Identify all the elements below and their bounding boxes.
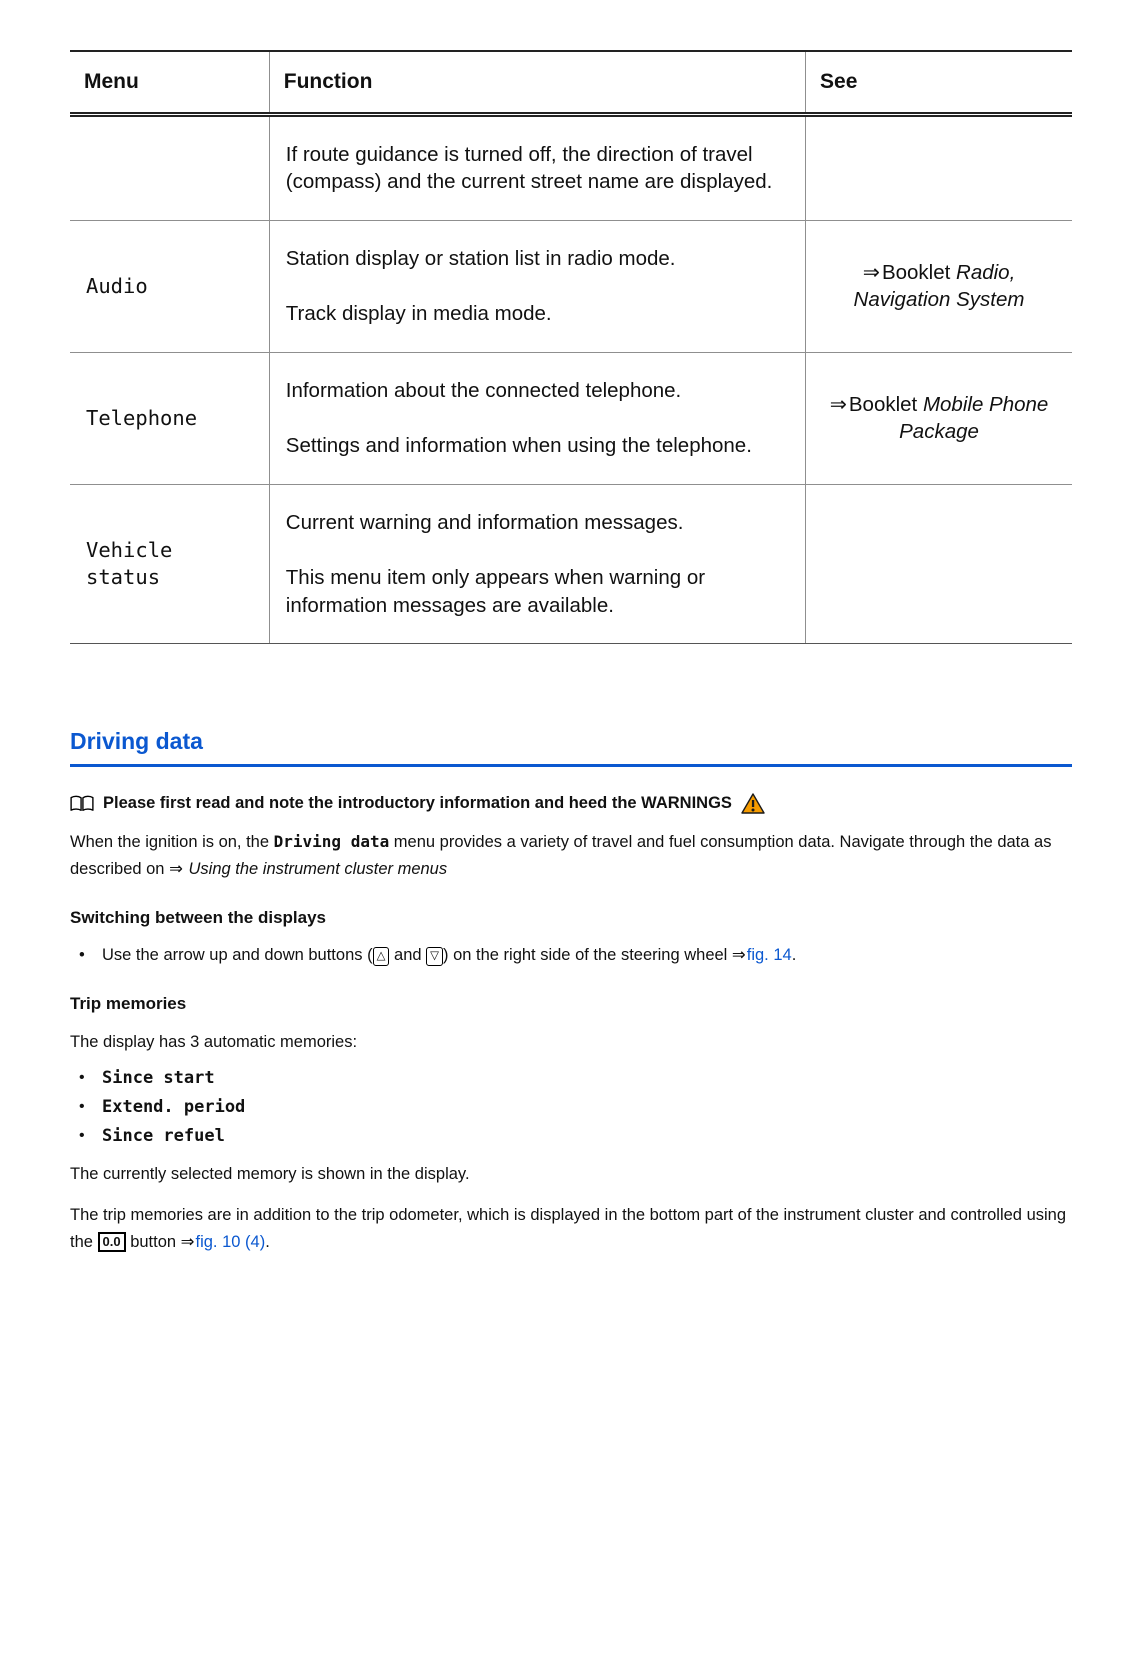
table-row xyxy=(70,115,1072,221)
table-header-row xyxy=(70,51,1072,115)
table-row xyxy=(70,220,1072,352)
arrow-down-glyph: ▽ xyxy=(430,948,439,962)
double-arrow-icon: ⇒ xyxy=(731,946,746,964)
memory-name: Extend. period xyxy=(102,1096,246,1117)
function-text: Station display or station list in radio mode. xyxy=(285,246,676,270)
paragraph-text: The trip memories are in addition to the trip odometer, which is displayed in the bottom part of the instrument cluster and controlled using the xyxy=(70,1206,1067,1251)
function-text: If route guidance is turned off, the direction of travel (compass) and the current street name are displayed. xyxy=(285,143,773,194)
arrow-up-button-icon xyxy=(373,947,390,966)
bullet-text: ) on the right side of the steering wheel xyxy=(443,946,732,964)
section-heading-driving-data: Driving data xyxy=(70,728,1072,767)
see-cell xyxy=(806,115,1072,221)
open-book-icon xyxy=(70,795,94,812)
function-cell xyxy=(269,352,805,484)
see-booklet-label: Booklet xyxy=(881,260,957,284)
function-text: Settings and information when using the telephone. xyxy=(285,434,752,458)
arrow-up-glyph: △ xyxy=(376,948,386,962)
function-text: Track display in media mode. xyxy=(285,302,552,326)
see-cell xyxy=(806,484,1072,643)
table-row xyxy=(70,484,1072,643)
fig-14-link[interactable]: fig. 14 xyxy=(746,946,792,964)
function-text: Information about the connected telephone. xyxy=(285,378,682,402)
menu-label: Telephone xyxy=(70,352,269,484)
trip-odometer-paragraph xyxy=(70,1202,1072,1255)
intro-text: When the ignition is on, the xyxy=(70,833,274,852)
double-arrow-icon: ⇒ xyxy=(829,392,847,416)
subheading-trip-memories: Trip memories xyxy=(70,994,187,1014)
odometer-reset-button-icon: 0.0 xyxy=(98,1232,126,1253)
menu-name-inline: Driving data xyxy=(273,832,390,852)
menu-label xyxy=(70,115,269,221)
table-row xyxy=(70,352,1072,484)
list-item xyxy=(70,1068,1072,1088)
list-item xyxy=(70,1126,1072,1146)
see-cell xyxy=(806,352,1072,484)
paragraph-text: . xyxy=(265,1232,270,1251)
double-arrow-icon: ⇒ xyxy=(180,1232,195,1251)
function-cell xyxy=(269,484,805,643)
notice-text: Please first read and note the introductory information and heed the WARNINGS xyxy=(103,794,732,813)
function-text: This menu item only appears when warning or information messages are available. xyxy=(285,566,706,617)
bullet-text: and xyxy=(389,946,427,964)
menu-label: Audio xyxy=(70,220,269,352)
cross-reference-text: Using the instrument cluster menus xyxy=(188,859,448,878)
double-arrow-icon: ⇒ xyxy=(862,260,880,284)
see-cell xyxy=(806,220,1072,352)
list-item xyxy=(70,1097,1072,1117)
memory-name: Since refuel xyxy=(102,1125,225,1146)
bullet-text: . xyxy=(791,946,797,964)
introductory-notice xyxy=(70,793,1072,814)
see-booklet-title: Radio, Navigation System xyxy=(853,260,1025,312)
column-header-see: See xyxy=(806,51,1072,115)
bullet-text: Use the arrow up and down buttons ( xyxy=(102,946,373,964)
function-text: Current warning and information messages. xyxy=(285,510,684,534)
see-booklet-title: Mobile Phone Package xyxy=(899,392,1049,444)
intro-paragraph xyxy=(70,829,1072,882)
see-booklet-label: Booklet xyxy=(848,392,923,416)
warning-triangle-icon xyxy=(741,793,765,814)
menu-label: Vehicle status xyxy=(70,484,269,643)
fig-10-link[interactable]: fig. 10 (4) xyxy=(195,1232,266,1251)
column-header-menu: Menu xyxy=(70,51,269,115)
column-header-function: Function xyxy=(269,51,805,115)
function-cell xyxy=(269,115,805,221)
subheading-switching-displays: Switching between the displays xyxy=(70,908,326,927)
selected-memory-note: The currently selected memory is shown in the display. xyxy=(70,1164,470,1183)
trip-memories-list xyxy=(70,1068,1072,1146)
intro-text: menu provides a variety of travel and fuel consumption data. Navigate through the data as described on xyxy=(70,833,1052,878)
menu-function-table xyxy=(70,50,1072,644)
function-cell xyxy=(269,220,805,352)
double-arrow-icon: ⇒ xyxy=(169,859,183,878)
arrow-down-button-icon xyxy=(426,947,443,966)
memory-name: Since start xyxy=(102,1067,215,1088)
list-item xyxy=(70,942,1072,968)
paragraph-text: button xyxy=(125,1232,181,1251)
trip-memories-lead: The display has 3 automatic memories: xyxy=(70,1033,358,1052)
